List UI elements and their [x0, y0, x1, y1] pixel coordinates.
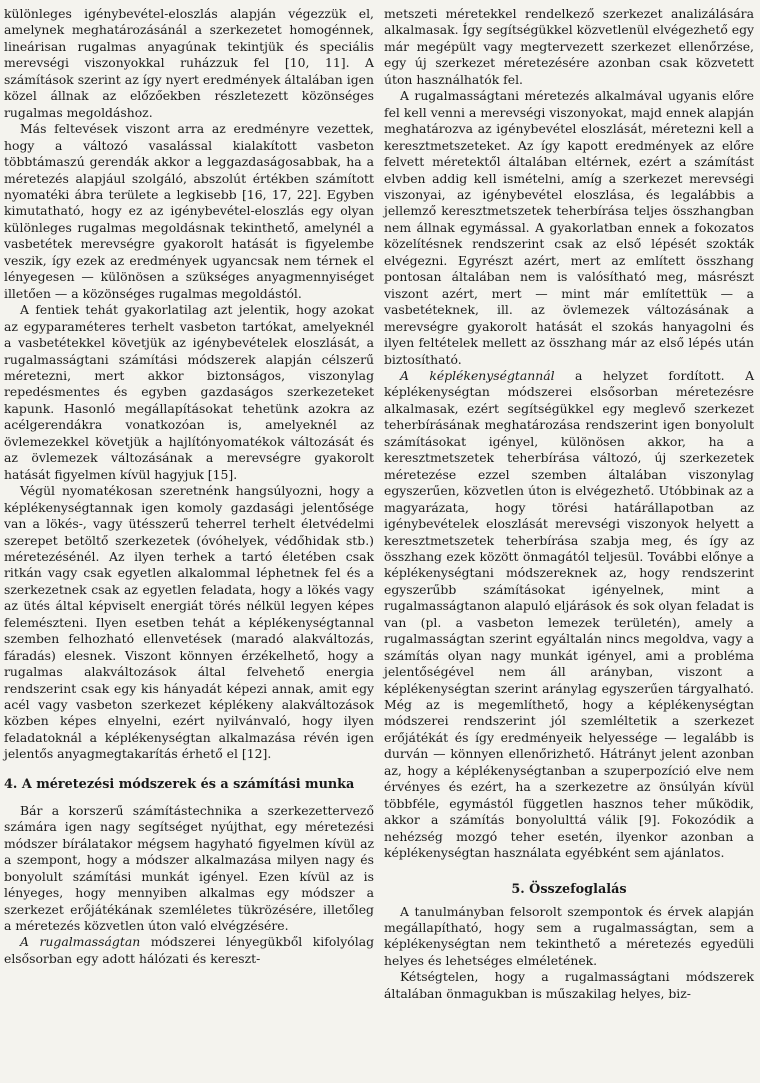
left-column — [4, 6, 374, 1083]
paragraph: A fentiek tehát gyakorlatilag azt jelentik, hogy azokat az egyparaméteres terhelt vasbeton tartókat, amelyeknél a vasbetétekkel követjük az igénybevételek eloszlását, a rugalmasságtani számítási módszerek alapján célszerű méretezni, mert akkor biztonságos, viszonylag repedésmentes és egyben gazdaságos szerkezeteket kapunk. Hasonló megállapításokat tehetünk azokra az acélgerendákra vonatkozóan is, amelyeknél az övlemezekkel követjük a hajlítónyomatékok változását és az övlemezek változásának a merevségre gyakorolt hatását figyelmen kívül hagyjuk [15]. — [4, 302, 374, 482]
right-column — [384, 6, 754, 1083]
emphasis-text: A képlékenységtannál — [400, 367, 555, 383]
paragraph: A rugalmasságtani méretezés alkalmával ugyanis előre fel kell venni a merevségi viszonyokat, majd ennek alapján meghatározva az igénybevétel eloszlását, méretezni kell a keresztmetszeteket. Az így kapott eredmények az előre felvett méretektől általában eltérnek, ezért a számítást elvben addig kell ismételni, amíg a szerkezet merevségi viszonyai, az igénybevétel eloszlása, és legalábbis a jellemző keresztmetszetek teherbírása teljes összhangban nem állnak egymással. A gyakorlatban ennek a fokozatos közelítésnek rendszerint csak az első lépését szokták elvégezni. Egyrészt azért, mert az említett összhang pontosan általában nem is valósítható meg, másrészt viszont azért, mert — mint már említettük — a vasbetéteknek, ill. az övlemezek változásának a merevségre gyakorolt hatását el szokás hanyagolni és ilyen feltételek mellett az összhang már az első lépés után biztosítható. — [384, 88, 754, 367]
section-heading: 4. A méretezési módszerek és a számítási munka — [4, 776, 355, 792]
paragraph: Bár a korszerű számítástechnika a szerkezettervező számára igen nagy segítséget nyújthat, egy méretezési módszer bírálatakor mégsem hagyható figyelmen kívül az a szempont, hogy a módszer alkalmazása milyen nagy és bonyolult számítási munkát igényel. Ezen kívül az is lényeges, hogy mennyiben alkalmas egy módszer a szerkezet erőjátékának szemléletes tükrözésére, illetőleg a méretezés közvetlen úton való elvégzésére. — [4, 802, 374, 934]
section-heading: 5. Összefoglalás — [511, 881, 627, 897]
paragraph: Végül nyomatékosan szeretnénk hangsúlyozni, hogy a képlékenységtannak igen komoly gazdasági jelentősége van a lökés-, vagy ütésszerű teherrel terhelt életvédelmi szerepet betöltő szerkezetek (óvóhelyek, védőhidak stb.) méretezésénél. Az ilyen terhek a tartó életében csak ritkán vagy csak egyetlen alkalommal léphetnek fel és a szerkezetnek csak az egyetlen feladata, hogy a lökés vagy az ütés által képviselt energiát törés nélkül legyen képes felemészteni. Ilyen esetben tehát a képlékenységtannal szemben felhozható ellenvetések (maradó alakváltozás, fáradás) elesnek. Viszont könnyen érzékelhető, hogy a rugalmas alakváltozások által felvehető energia rendszerint csak egy kis hányadát képezi annak, amit egy acél vagy vasbeton szerkezet képlékeny alakváltozások közben képes elnyelni, ezért nyilvánvaló, hogy ilyen feladatoknál a képlékenységtan alkalmazása révén igen jelentős anyagmegtakarítás érhető el [12]. — [4, 483, 374, 762]
paragraph-text: a helyzet fordított. A képlékenységtan módszerei elsősorban méretezésre alkalmasak, ezért segítségükkel egy meglevő szerkezet teherbírásának meghatározása rendszerint igen bonyolult számításokat igényel, különösen akkor, ha a keresztmetszetek teherbírása változó, új szerkezetek méretezése ezzel szemben általában viszonylag egyszerűen, közvetlen úton is elvégezhető. Utóbbinak az a magyarázata, hogy törési határállapotban az igénybevételek eloszlását merevségi viszonyok helyett a keresztmetszetek teherbírása szabja meg, és így az összhang ezek között önmagától teljesül. További előnye a képlékenységtani módszereknek az, hogy rendszerint egyszerűbb számításokat igényelnek, mint a rugalmasságtanon alapuló eljárások és sok olyan feladat is van (pl. a vasbeton lemezek területén), amely a rugalmasságtan szerint egyáltalán nincs megoldva, vagy a számítás olyan nagy munkát igényel, ami a probléma jelentőségével nem áll arányban, viszont a képlékenységtan szerint aránylag egyszerűen tárgyalható. Még az is megemlíthető, hogy a képlékenységtan módszerei rendszerint jól szemléltetik a szerkezet erőjátékát és így eredményeik helyessége — legalább is durván — könnyen ellenőrizhető. Hátrányt jelent azonban az, hogy a képlékenységtanban a szuperpozíció elve nem érvényes és ezért, ha a szerkezetre az önsúlyán kívül többféle, egymástól független hasznos teher működik, akkor a számítás bonyolulttá válik [9]. Fokozódik a nehézség mozgó teher esetén, ilyenkor azonban a képlékenységtan használata egyébként sem ajánlatos. — [384, 367, 755, 861]
paragraph: metszeti méretekkel rendelkező szerkezet analizálására alkalmasak. Így segítségükkel közvetlenül elvégezhető egy már megépült vagy megtervezett szerkezet ellenőrzése, egy új szerkezet méretezésére azonban csak közvetett úton használhatók fel. — [384, 6, 755, 87]
paragraph — [4, 934, 374, 967]
paragraph: Kétségtelen, hogy a rugalmasságtani módszerek általában önmagukban is műszakilag helyes, biz- — [384, 969, 754, 1001]
paragraph: Más feltevések viszont arra az eredményre vezettek, hogy a változó vasalással kialakított vasbeton többtámaszú gerendák akkor a leggazdaságosabbak, ha a méretezés alapjául szolgáló, abszolút értékben számított nyomatéki ábra területe a legkisebb [16, 17, 22]. Egyben kimutatható, hogy ez az igénybevétel-eloszlás egy olyan különleges rugalmas megoldásnak tekinthető, amelynél a vasbetétek merevségre gyakorolt hatását is figyelembe veszik, így ezek az eredmények ugyancsak nem térnek el lényegesen — különösen a szükséges anyagmennyiséget illetően — a közönséges rugalmas megoldástól. — [4, 121, 374, 301]
paragraph — [384, 368, 754, 862]
paragraph: különleges igénybevétel-eloszlás alapján végezzük el, amelynek meghatározásánál a szerkezetet homogénnek, lineárisan rugalmas anyagúnak tekintjük és speciális merevségi viszonyokkal ruházzuk fel [10, 11]. A számítások szerint az így nyert eredmények általában igen közel állnak az előzőekben részletezett közönséges rugalmas megoldáshoz. — [4, 6, 374, 120]
paragraph: A tanulmányban felsorolt szempontok és érvek alapján megállapítható, hogy sem a rugalmasságtan, sem a képlékenységtan nem tekinthető a méretezés egyedüli helyes és lehetséges elméletének. — [384, 903, 754, 968]
paragraph-text: módszerei lényegükből kifolyólag elsősorban egy adott hálózati és kereszt- — [4, 934, 375, 966]
emphasis-text: A rugalmasságtan — [20, 934, 141, 950]
